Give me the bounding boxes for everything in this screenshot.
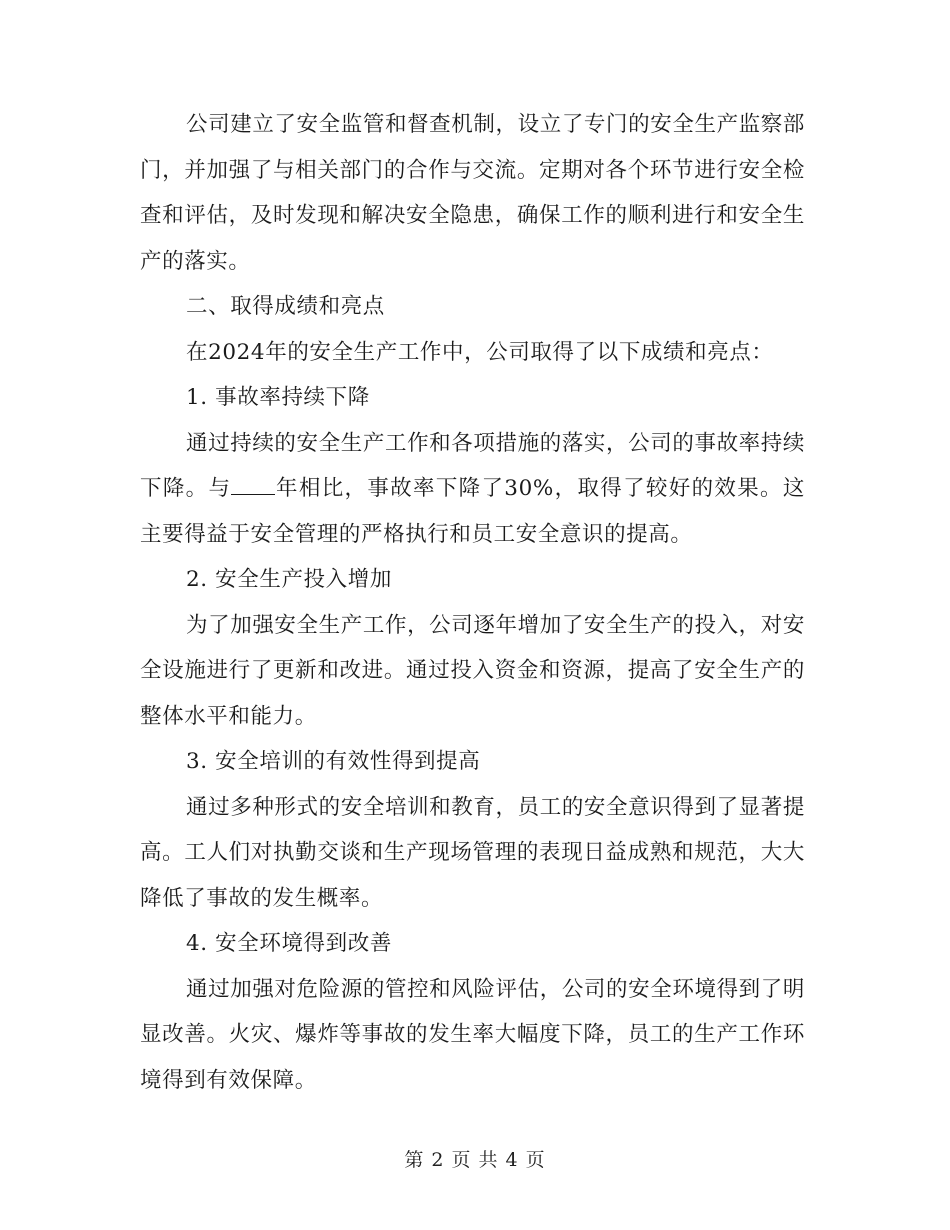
item-heading-3: 3. 安全培训的有效性得到提高 [186, 749, 481, 774]
item-heading-1: 1. 事故率持续下降 [186, 385, 370, 410]
paragraph-accident-rate [140, 421, 805, 558]
paragraph-supervision: 公司建立了安全监管和督查机制，设立了专门的安全生产监察部门，并加强了与相关部门的合作与交流。定期对各个环节进行安全检查和评估，及时发现和解决安全隐患，确保工作的顺利进行和安全生产的落实。 [140, 112, 805, 274]
paragraph-intro-achievements: 在2024年的安全生产工作中，公司取得了以下成绩和亮点： [186, 339, 774, 365]
paragraph-training: 通过多种形式的安全培训和教育，员工的安全意识得到了显著提高。工人们对执勤交谈和生产现场管理的表现日益成熟和规范，大大降低了事故的发生概率。 [140, 794, 805, 911]
document-body [140, 102, 805, 1103]
paragraph-investment: 为了加强安全生产工作，公司逐年增加了安全生产的投入，对安全设施进行了更新和改进。通过投入资金和资源，提高了安全生产的整体水平和能力。 [140, 612, 805, 729]
paragraph-environment: 通过加强对危险源的管控和风险评估，公司的安全环境得到了明显改善。火灾、爆炸等事故的发生率大幅度下降，员工的生产工作环境得到有效保障。 [140, 976, 805, 1093]
blank-year-field [231, 476, 275, 495]
item-heading-2: 2. 安全生产投入增加 [186, 567, 392, 592]
page-number-footer: 第 2 页 共 4 页 [404, 1149, 546, 1171]
accident-rate-text-part2: 年相比，事故率下降了30%，取得了较好的效果。这主要得益于安全管理的严格执行和员工安全意识的提高。 [140, 476, 805, 547]
section-heading-achievements: 二、取得成绩和亮点 [186, 294, 385, 319]
item-heading-4: 4. 安全环境得到改善 [186, 931, 392, 956]
accident-rate-text-part1: 通过持续的安全生产工作和各项措施的落实，公司的事故率持续下降。与 [140, 430, 805, 501]
